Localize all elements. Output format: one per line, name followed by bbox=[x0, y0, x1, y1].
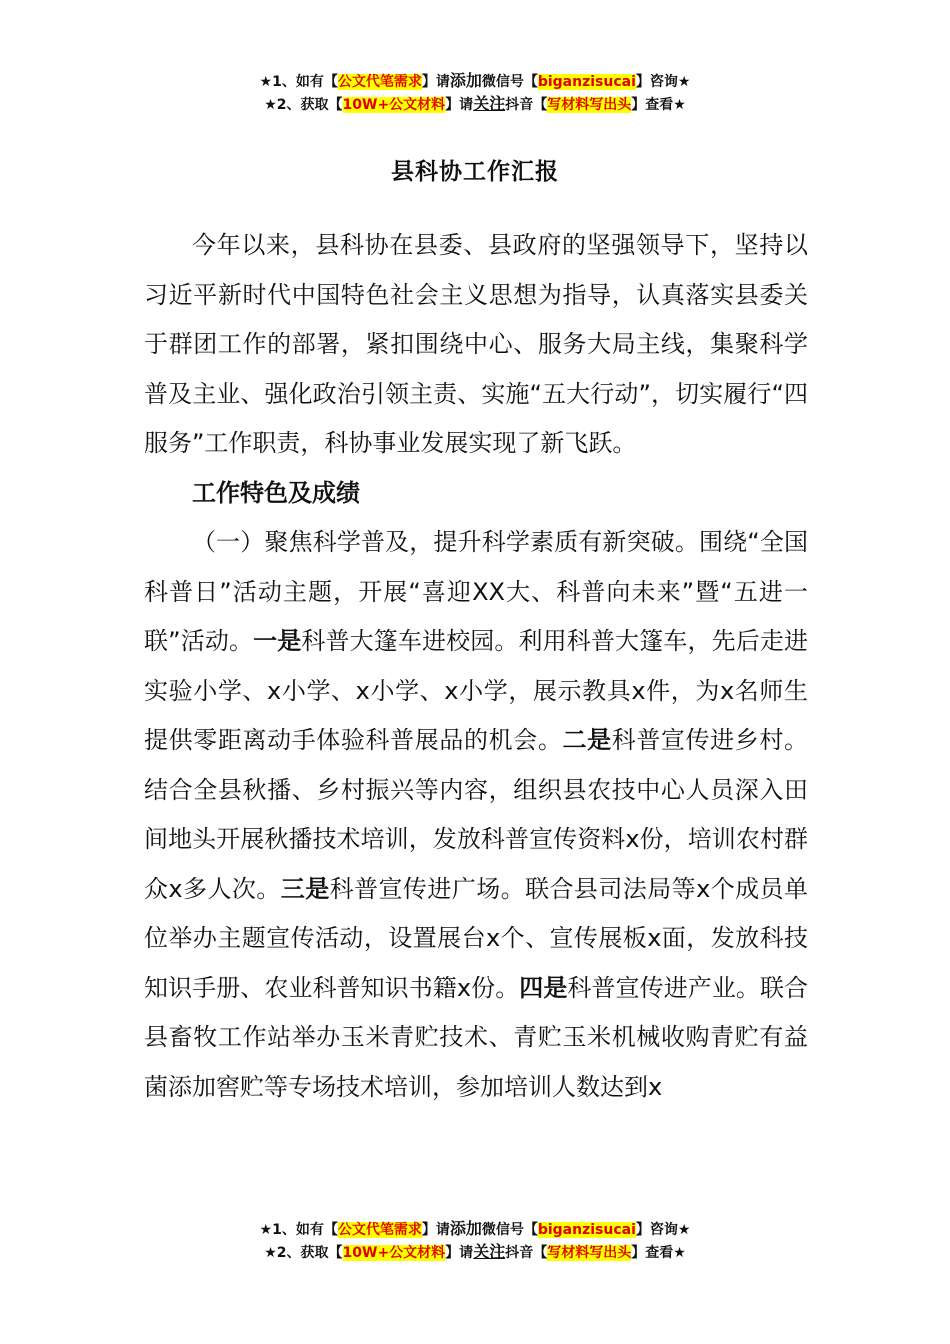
promo-douyin-account: 写材料写出头 bbox=[547, 1245, 632, 1261]
promo-line-1 bbox=[0, 70, 950, 93]
document-body bbox=[144, 221, 808, 1112]
promo-text: 】请 bbox=[445, 97, 474, 113]
promo-text: 】请 bbox=[421, 1222, 450, 1238]
promo-text: 】查看★ bbox=[631, 97, 686, 113]
section-1-paragraph bbox=[144, 518, 808, 1112]
promo-emphasis: 添加 bbox=[449, 71, 482, 90]
promo-highlight: 公文代笔需求 bbox=[337, 74, 422, 90]
promo-line-2 bbox=[0, 93, 950, 116]
promo-text: ★2、获取【 bbox=[264, 1245, 343, 1261]
promo-text: ★1、如有【 bbox=[259, 74, 338, 90]
promo-text: 抖音【 bbox=[505, 1245, 548, 1261]
promo-highlight: 公文代笔需求 bbox=[337, 1222, 422, 1238]
promo-text: 微信号【 bbox=[481, 1222, 538, 1238]
promo-text: 】请 bbox=[421, 74, 450, 90]
promo-highlight: 10W+公文材料 bbox=[342, 1245, 446, 1261]
promo-line-1 bbox=[0, 1218, 950, 1241]
promo-wechat-id: biganzisucai bbox=[537, 1222, 636, 1238]
promo-douyin-account: 写材料写出头 bbox=[547, 97, 632, 113]
promo-text: 】查看★ bbox=[631, 1245, 686, 1261]
paragraph-text: （一）聚焦科学普及，提升科学素质有新突破。围绕“全国科普日”活动主题，开展“喜迎XX大、科普向未来”暨“五进一联”活动。 bbox=[144, 528, 808, 655]
promo-emphasis: 添加 bbox=[449, 1219, 482, 1238]
item-marker: 四是 bbox=[519, 973, 568, 1002]
promo-text: 抖音【 bbox=[505, 97, 548, 113]
promo-text: ★2、获取【 bbox=[264, 97, 343, 113]
item-marker: 三是 bbox=[280, 874, 330, 903]
promo-wechat-id: biganzisucai bbox=[537, 74, 636, 90]
section-heading bbox=[144, 469, 808, 519]
intro-paragraph: 今年以来，县科协在县委、县政府的坚强领导下，坚持以习近平新时代中国特色社会主义思想为指导，认真落实县委关于群团工作的部署，紧扣围绕中心、服务大局主线，集聚科学普及主业、强化政治引领主责、实施“五大行动”，切实履行“四服务”工作职责，科协事业发展实现了新飞跃。 bbox=[144, 231, 808, 457]
section-heading-text: 工作特色及成绩 bbox=[192, 478, 360, 507]
paragraph-text: 科普大篷车进校园。利用科普大篷车，先后走进实验小学、x小学、x小学、x小学，展示教具x件，为x名师生提供零距离动手体验科普展品的机会。 bbox=[144, 627, 808, 754]
promo-text: 】请 bbox=[445, 1245, 474, 1261]
promo-text: 】咨询★ bbox=[635, 74, 691, 90]
promo-text: ★1、如有【 bbox=[259, 1222, 338, 1238]
promo-highlight: 10W+公文材料 bbox=[342, 97, 446, 113]
document-title: 县科协工作汇报 bbox=[391, 159, 559, 185]
promo-text: 微信号【 bbox=[481, 74, 538, 90]
promo-emphasis: 关注 bbox=[473, 94, 506, 113]
item-marker: 一是 bbox=[253, 627, 302, 655]
paragraph-text: 科普宣传进产业。联合县畜牧工作站举办玉米青贮技术、青贮玉米机械收购青贮有益菌添加窖贮等专场技术培训，参加培训人数达到x bbox=[144, 973, 809, 1101]
promo-emphasis: 关注 bbox=[473, 1242, 506, 1261]
item-marker: 二是 bbox=[562, 726, 612, 754]
promo-banner-bottom bbox=[0, 1218, 950, 1264]
paragraph-text: 科普宣传进乡村。结合全县秋播、乡村振兴等内容，组织县农技中心人员深入田间地头开展秋播技术培训，发放科普宣传资料x份，培训农村群众x多人次。 bbox=[144, 726, 809, 903]
promo-text: 】咨询★ bbox=[635, 1222, 691, 1238]
promo-line-2 bbox=[0, 1241, 950, 1264]
promo-banner-top bbox=[0, 70, 950, 116]
paragraph-text: 科普宣传进广场。联合县司法局等x个成员单位举办主题宣传活动，设置展台x个、宣传展板x面，发放科技知识手册、农业科普知识书籍x份。 bbox=[144, 874, 809, 1002]
